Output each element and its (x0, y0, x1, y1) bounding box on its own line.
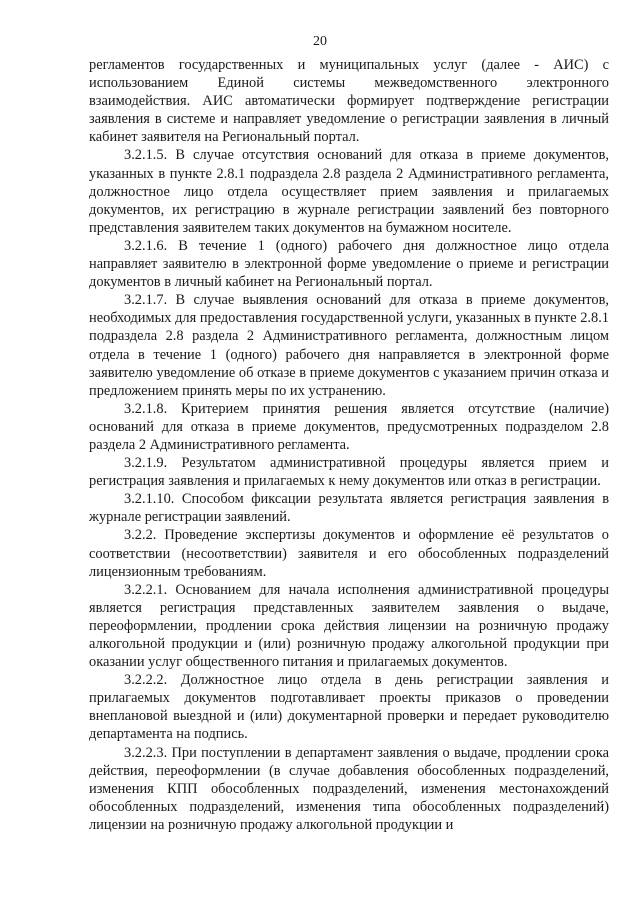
paragraph: 3.2.2.2. Должностное лицо отдела в день регистрации заявления и прилагаемых документов подготавливает проекты приказов о проведении внеплановой выездной и (или) документарной проверки и передает руководителю департамента на подпись. (89, 672, 609, 743)
paragraph: 3.2.2.3. При поступлении в департамент заявления о выдаче, продлении срока действия, переоформлении (в случае добавления обособленных подразделений, изменения КПП обособленных подразделений, изменения местонахождений обособленных подразделений, изменения типа обособленных подразделений) лицензии на розничную продажу алкогольной продукции и (89, 744, 609, 833)
paragraph: 3.2.1.7. В случае выявления оснований для отказа в приеме документов, необходимых для предоставления государственной услуги, указанных в пункте 2.8.1 подраздела 2.8 раздела 2 Административного регламента, должностным лицом отдела в течение 1 (одного) рабочего дня направляется в электронной форме заявителю уведомление об отказе в приеме документов с указанием причин отказа и предложением принять меры по их устранению. (89, 292, 609, 399)
paragraph: 3.2.1.9. Результатом административной процедуры является прием и регистрация заявления и прилагаемых к нему документов или отказ в регистрации. (89, 455, 609, 490)
document-body (89, 56, 609, 834)
paragraph: 3.2.1.6. В течение 1 (одного) рабочего дня должностное лицо отдела направляет заявителю в электронной форме уведомление о приеме и регистрации документов в личный кабинет на Региональный портал. (89, 237, 609, 291)
paragraph: 3.2.1.5. В случае отсутствия оснований для отказа в приеме документов, указанных в пункте 2.8.1 подраздела 2.8 раздела 2 Административного регламента, должностное лицо отдела осуществляет прием заявления и прилагаемых документов, их регистрацию в журнале регистрации заявлений без повторного представления заявителем таких документов на бумажном носителе. (89, 147, 609, 236)
paragraph: 3.2.1.8. Критерием принятия решения является отсутствие (наличие) оснований для отказа в приеме документов, предусмотренных подразделом 2.8 раздела 2 Административного регламента. (89, 400, 609, 453)
paragraph: 3.2.2. Проведение экспертизы документов и оформление её результатов о соответствии (несоответствии) заявителя и его обособленных подразделений лицензионным требованиям. (89, 527, 609, 580)
paragraph: 3.2.2.1. Основанием для начала исполнения административной процедуры является регистрация представленных заявителем заявления о выдаче, переоформлении, продлении срока действия лицензии на розничную продажу алкогольной продукции и (или) розничную продажу алкогольной продукции при оказании услуг общественного питания и прилагаемых документов. (89, 581, 609, 671)
paragraph: 3.2.1.10. Способом фиксации результата является регистрация заявления в журнале регистрации заявлений. (89, 491, 609, 526)
page-number: 20 (313, 34, 327, 49)
paragraph: регламентов государственных и муниципальных услуг (далее - АИС) с использованием Единой системы межведомственного электронного взаимодействия. АИС автоматически формирует подтверждение регистрации заявления в системе и направляет уведомление о регистрации заявления в личный кабинет заявителя на Региональный портал. (89, 57, 609, 146)
